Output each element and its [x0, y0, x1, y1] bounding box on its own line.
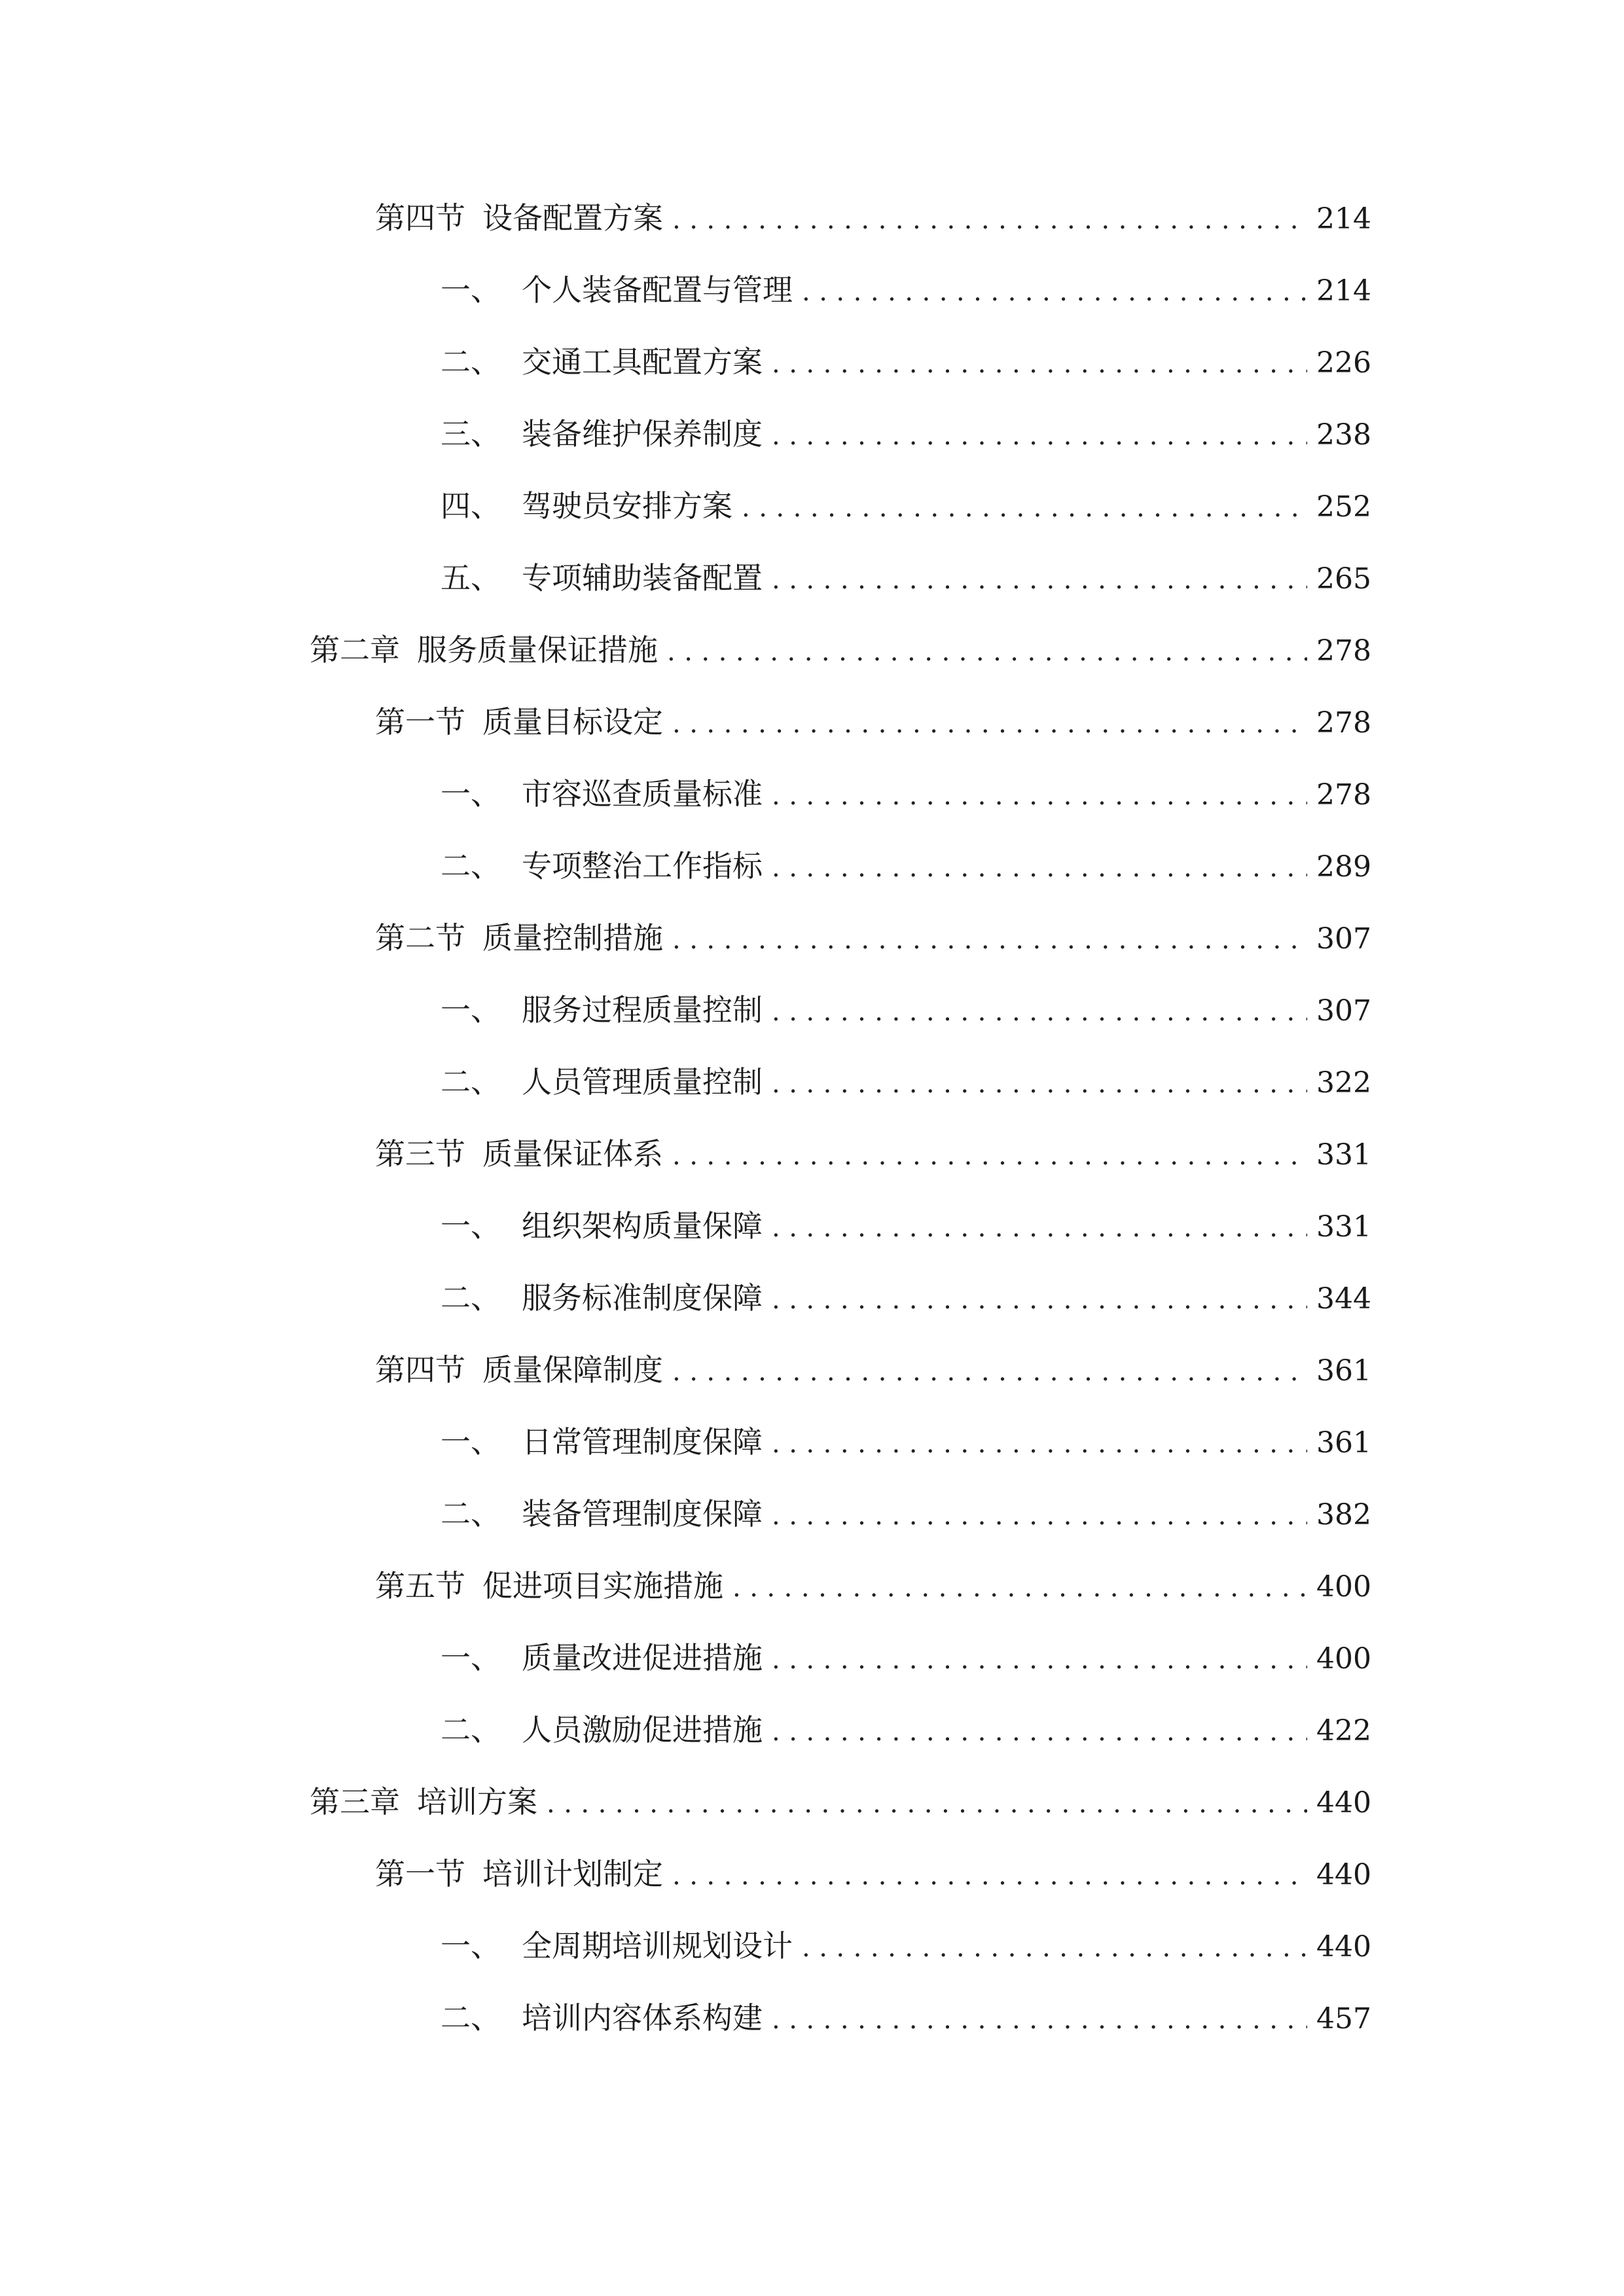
dot-leader	[772, 554, 1307, 606]
toc-entry[interactable]	[375, 696, 1371, 748]
toc-entry[interactable]	[441, 984, 1371, 1036]
toc-entry-page: 289	[1316, 850, 1371, 884]
dot-leader	[772, 1202, 1307, 1254]
toc-entry-number: 第一节	[375, 704, 465, 740]
dot-leader	[772, 410, 1307, 462]
toc-entry-page: 400	[1316, 1570, 1371, 1604]
toc-entry[interactable]	[441, 1920, 1371, 1972]
toc-entry-title: 服务过程质量控制	[522, 992, 763, 1028]
toc-entry-title: 促进项目实施措施	[482, 1568, 723, 1604]
dot-leader	[667, 626, 1307, 678]
toc-entry-title: 人员管理质量控制	[522, 1064, 763, 1100]
toc-entry-page: 440	[1316, 1930, 1371, 1964]
toc-entry-page: 382	[1316, 1498, 1371, 1532]
toc-entry[interactable]	[441, 1200, 1371, 1252]
toc-entry-number: 二、	[441, 1280, 501, 1316]
toc-entry-page: 265	[1316, 562, 1371, 596]
toc-entry-number: 一、	[441, 1928, 501, 1964]
toc-entry-title: 装备维护保养制度	[522, 416, 763, 452]
dot-leader	[772, 1634, 1307, 1686]
toc-entry-page: 238	[1316, 418, 1371, 452]
dot-leader	[772, 1706, 1307, 1758]
toc-entry-title: 市容巡查质量标准	[522, 776, 763, 812]
toc-entry-number: 一、	[441, 1208, 501, 1244]
toc-entry[interactable]	[441, 768, 1371, 820]
dot-leader	[772, 770, 1307, 822]
dot-leader	[672, 1130, 1307, 1182]
toc-entry[interactable]	[441, 480, 1371, 532]
toc-entry-page: 307	[1316, 994, 1371, 1028]
toc-entry-title: 质量改进促进措施	[522, 1640, 763, 1676]
toc-entry-title: 培训计划制定	[482, 1856, 663, 1892]
toc-entry-title: 设备配置方案	[482, 200, 663, 236]
toc-entry-number: 第五节	[375, 1568, 465, 1604]
toc-entry-number: 第一节	[375, 1856, 465, 1892]
toc-entry[interactable]	[375, 1344, 1371, 1396]
dot-leader	[672, 1346, 1307, 1398]
toc-entry-page: 331	[1316, 1210, 1371, 1244]
toc-entry[interactable]	[375, 912, 1371, 964]
toc-entry-number: 一、	[441, 1640, 501, 1676]
toc-entry-number: 第四节	[375, 200, 465, 236]
toc-entry-page: 457	[1316, 2002, 1371, 2036]
toc-entry-number: 第二章	[310, 632, 400, 668]
dot-leader	[772, 1994, 1307, 2046]
toc-entry-title: 服务质量保证措施	[417, 632, 658, 668]
toc-entry[interactable]	[441, 408, 1371, 460]
toc-entry-title: 个人装备配置与管理	[522, 272, 793, 308]
toc-entry[interactable]	[441, 552, 1371, 604]
toc-entry[interactable]	[441, 1632, 1371, 1684]
toc-entry[interactable]	[441, 1488, 1371, 1540]
toc-entry-title: 培训内容体系构建	[522, 2000, 763, 2036]
dot-leader	[802, 266, 1307, 318]
toc-entry-page: 440	[1316, 1786, 1371, 1820]
toc-entry-page: 252	[1316, 490, 1371, 524]
toc-entry-title: 交通工具配置方案	[522, 344, 763, 380]
toc-entry-page: 361	[1316, 1426, 1371, 1460]
dot-leader	[802, 1922, 1307, 1974]
toc-entry-number: 第四节	[375, 1352, 465, 1388]
toc-entry-number: 二、	[441, 1064, 501, 1100]
toc-entry-title: 质量控制措施	[482, 920, 663, 956]
toc-entry-title: 服务标准制度保障	[522, 1280, 763, 1316]
toc-entry-page: 278	[1316, 778, 1371, 812]
dot-leader	[672, 194, 1307, 246]
toc-entry-page: 278	[1316, 706, 1371, 740]
toc-entry-number: 第三节	[375, 1136, 465, 1172]
toc-entry-title: 专项整治工作指标	[522, 848, 763, 884]
toc-entry-page: 440	[1316, 1858, 1371, 1892]
toc-entry[interactable]	[310, 1776, 1371, 1828]
toc-entry-title: 专项辅助装备配置	[522, 560, 763, 596]
toc-entry[interactable]	[441, 336, 1371, 388]
toc-entry[interactable]	[375, 192, 1371, 244]
toc-entry-title: 全周期培训规划设计	[522, 1928, 793, 1964]
toc-entry-number: 一、	[441, 1424, 501, 1460]
toc-entry-page: 214	[1316, 274, 1371, 308]
toc-entry-number: 二、	[441, 1496, 501, 1532]
toc-entry-number: 一、	[441, 992, 501, 1028]
toc-entry-number: 二、	[441, 2000, 501, 2036]
dot-leader	[672, 698, 1307, 750]
dot-leader	[672, 1850, 1307, 1902]
dot-leader	[772, 1058, 1307, 1110]
toc-entry-page: 322	[1316, 1066, 1371, 1100]
toc-entry-number: 二、	[441, 344, 501, 380]
toc-entry-number: 一、	[441, 272, 501, 308]
toc-entry-title: 质量目标设定	[482, 704, 663, 740]
dot-leader	[772, 1490, 1307, 1542]
toc-entry[interactable]	[441, 1056, 1371, 1108]
toc-entry[interactable]	[375, 1128, 1371, 1180]
toc-entry[interactable]	[375, 1560, 1371, 1612]
toc-entry-page: 361	[1316, 1354, 1371, 1388]
toc-entry-number: 第二节	[375, 920, 465, 956]
toc-entry-number: 二、	[441, 848, 501, 884]
toc-entry[interactable]	[441, 1272, 1371, 1324]
toc-entry-title: 组织架构质量保障	[522, 1208, 763, 1244]
toc-entry-number: 四、	[441, 488, 501, 524]
toc-entry-title: 日常管理制度保障	[522, 1424, 763, 1460]
dot-leader	[772, 842, 1307, 894]
dot-leader	[732, 1562, 1307, 1614]
toc-entry-number: 二、	[441, 1712, 501, 1748]
toc-entry-number: 一、	[441, 776, 501, 812]
dot-leader	[547, 1778, 1307, 1830]
toc-entry-page: 344	[1316, 1282, 1371, 1316]
toc-entry-page: 422	[1316, 1714, 1371, 1748]
toc-entry[interactable]	[441, 1416, 1371, 1468]
dot-leader	[742, 482, 1307, 534]
toc-entry-number: 三、	[441, 416, 501, 452]
toc-entry-page: 214	[1316, 202, 1371, 236]
toc-entry[interactable]	[441, 264, 1371, 316]
toc-entry[interactable]	[441, 1704, 1371, 1756]
toc-entry-number: 第三章	[310, 1784, 400, 1820]
toc-entry-title: 培训方案	[417, 1784, 537, 1820]
toc-entry-title: 质量保证体系	[482, 1136, 663, 1172]
toc-entry-page: 307	[1316, 922, 1371, 956]
toc-entry-title: 质量保障制度	[482, 1352, 663, 1388]
toc-entry-title: 装备管理制度保障	[522, 1496, 763, 1532]
toc-entry[interactable]	[310, 624, 1371, 676]
toc-entry[interactable]	[375, 1848, 1371, 1900]
toc-entry-number: 五、	[441, 560, 501, 596]
toc-entry[interactable]	[441, 1992, 1371, 2044]
dot-leader	[772, 1418, 1307, 1470]
dot-leader	[772, 338, 1307, 390]
dot-leader	[672, 914, 1307, 966]
dot-leader	[772, 986, 1307, 1038]
toc-entry-title: 驾驶员安排方案	[522, 488, 732, 524]
toc-entry-page: 331	[1316, 1138, 1371, 1172]
toc-entry[interactable]	[441, 840, 1371, 892]
dot-leader	[772, 1274, 1307, 1326]
toc-entry-page: 278	[1316, 634, 1371, 668]
toc-entry-title: 人员激励促进措施	[522, 1712, 763, 1748]
toc-entry-page: 226	[1316, 346, 1371, 380]
toc-entry-page: 400	[1316, 1642, 1371, 1676]
